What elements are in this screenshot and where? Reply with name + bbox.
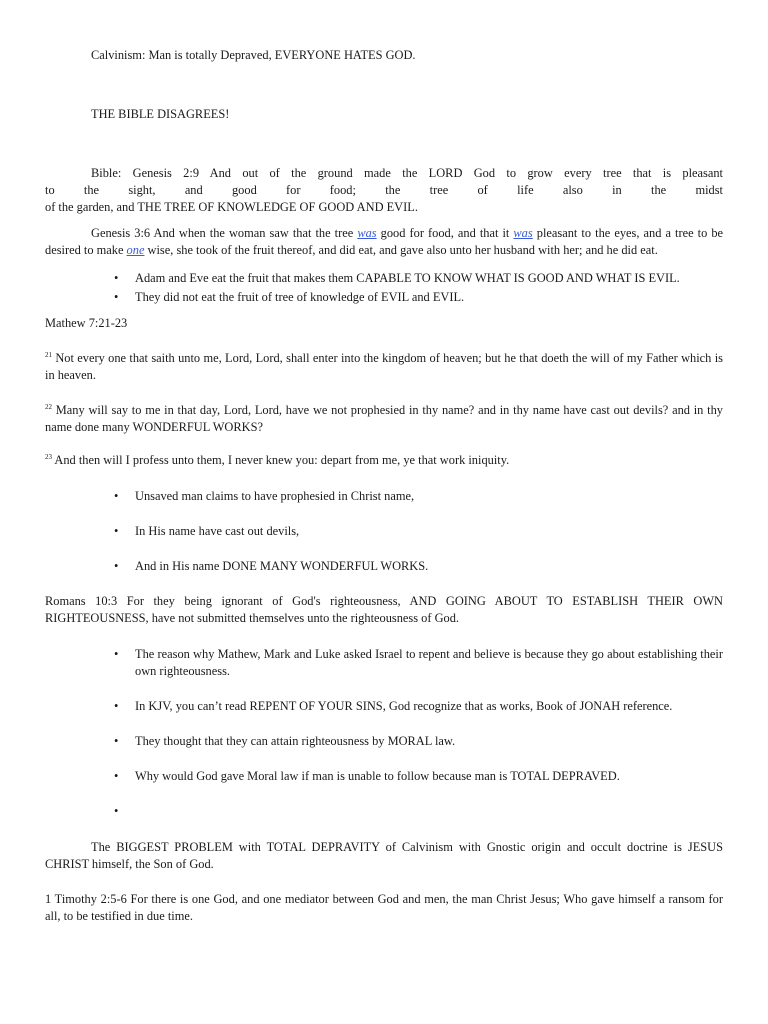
verse-number: 22 — [45, 402, 52, 411]
timothy-2-5-6: 1 Timothy 2:5-6 For there is one God, and one mediator between God and men, the man Christ Jesus; Who gave himself a ransom for all, to be testified in due time. — [45, 892, 723, 923]
one-link[interactable]: one — [126, 243, 145, 257]
list-item: • In His name have cast out devils, — [114, 524, 300, 538]
verse-number: 21 — [45, 350, 52, 359]
genesis-3-6-text-b: good for food, and that it — [376, 226, 514, 240]
genesis-3-6-text-d: wise, she took of the fruit thereof, and did eat, and gave also unto her husband with her; and he did eat. — [144, 243, 658, 257]
was-link-1[interactable]: was — [357, 226, 377, 240]
verse-23: $^{23}$ And then will I profess unto them, I never knew you: depart from me, ye that work iniquity. — [45, 452, 510, 467]
righteousness-bullet-list — [45, 646, 723, 820]
bullet-icon: • — [114, 734, 119, 748]
unsaved-man-bullet-list — [45, 488, 723, 575]
genesis-2-9-line-2: to the sight, and good for food; the tree of life also in the midst — [45, 183, 723, 197]
verse-number: 23 — [45, 452, 52, 461]
bullet-icon: • — [114, 769, 119, 783]
bullet-icon: • — [114, 647, 119, 661]
bullet-icon: • — [114, 489, 119, 503]
genesis-2-9-line-1: Bible: Genesis 2:9 And out of the ground made the LORD God to grow every tree that is pleasant — [91, 166, 723, 180]
list-item: • In KJV, you can’t read REPENT OF YOUR SINS, God recognize that as works, Book of JONAH reference. — [114, 699, 673, 713]
bullet-icon: • — [114, 271, 119, 285]
bullet-icon: • — [114, 524, 119, 538]
calvinism-statement: Calvinism: Man is totally Depraved, EVERYONE HATES GOD. — [91, 48, 416, 62]
genesis-3-6-text-a: Genesis 3:6 And when the woman saw that the tree — [91, 226, 358, 240]
list-item: • Why would God gave Moral law if man is unable to follow because man is TOTAL DEPRAVED. — [114, 769, 620, 783]
bullet-icon: • — [114, 804, 119, 818]
bullet-icon: • — [114, 290, 119, 304]
list-item: • Unsaved man claims to have prophesied in Christ name, — [114, 489, 415, 503]
list-item: • They thought that they can attain righteousness by MORAL law. — [114, 734, 456, 748]
list-item: • The reason why Mathew, Mark and Luke asked Israel to repent and believe is because they go about establishing their own righteousness. — [114, 647, 723, 678]
biggest-problem-paragraph: The BIGGEST PROBLEM with TOTAL DEPRAVITY of Calvinism with Gnostic origin and occult doctrine is JESUS CHRIST himself, the Son of God. — [45, 840, 723, 871]
list-item: • And in His name DONE MANY WONDERFUL WORKS. — [114, 559, 429, 573]
verse-21: $^{21}$ Not every one that saith unto me, Lord, Lord, shall enter into the kingdom of heaven; but he that doeth the will of my Father which is in heaven. — [45, 350, 723, 382]
genesis-3-6-paragraph — [45, 225, 723, 259]
empty-list-item — [45, 803, 723, 820]
genesis-2-9-line-3: of the garden, and THE TREE OF KNOWLEDGE OF GOOD AND EVIL. — [45, 200, 418, 214]
genesis-3-6-text-c: pleasant to the eyes, and a tree to be desired to make — [45, 226, 724, 257]
genesis-2-9-paragraph — [45, 165, 723, 216]
bullet-icon: • — [114, 699, 119, 713]
adam-eve-bullet-list — [45, 270, 723, 306]
list-item: • They did not eat the fruit of tree of knowledge of EVIL and EVIL. — [114, 290, 465, 304]
romans-10-3: Romans 10:3 For they being ignorant of God's righteousness, AND GOING ABOUT TO ESTABLISH THEIR OWN RIGHTEOUSNESS, have not submitted themselves unto the righteousness of God. — [45, 594, 723, 625]
document-page — [45, 0, 723, 925]
mathew-reference: Mathew 7:21-23 — [45, 316, 128, 330]
bible-disagrees-heading: THE BIBLE DISAGREES! — [91, 107, 230, 121]
verse-22: $^{22}$ Many will say to me in that day, Lord, Lord, have we not prophesied in thy name? and in thy name have cast out devils? and in thy name done many WONDERFUL WORKS? — [45, 402, 723, 434]
was-link-2[interactable]: was — [513, 226, 533, 240]
bullet-icon: • — [114, 559, 119, 573]
list-item: • Adam and Eve eat the fruit that makes them CAPABLE TO KNOW WHAT IS GOOD AND WHAT IS EVIL. — [114, 271, 680, 285]
